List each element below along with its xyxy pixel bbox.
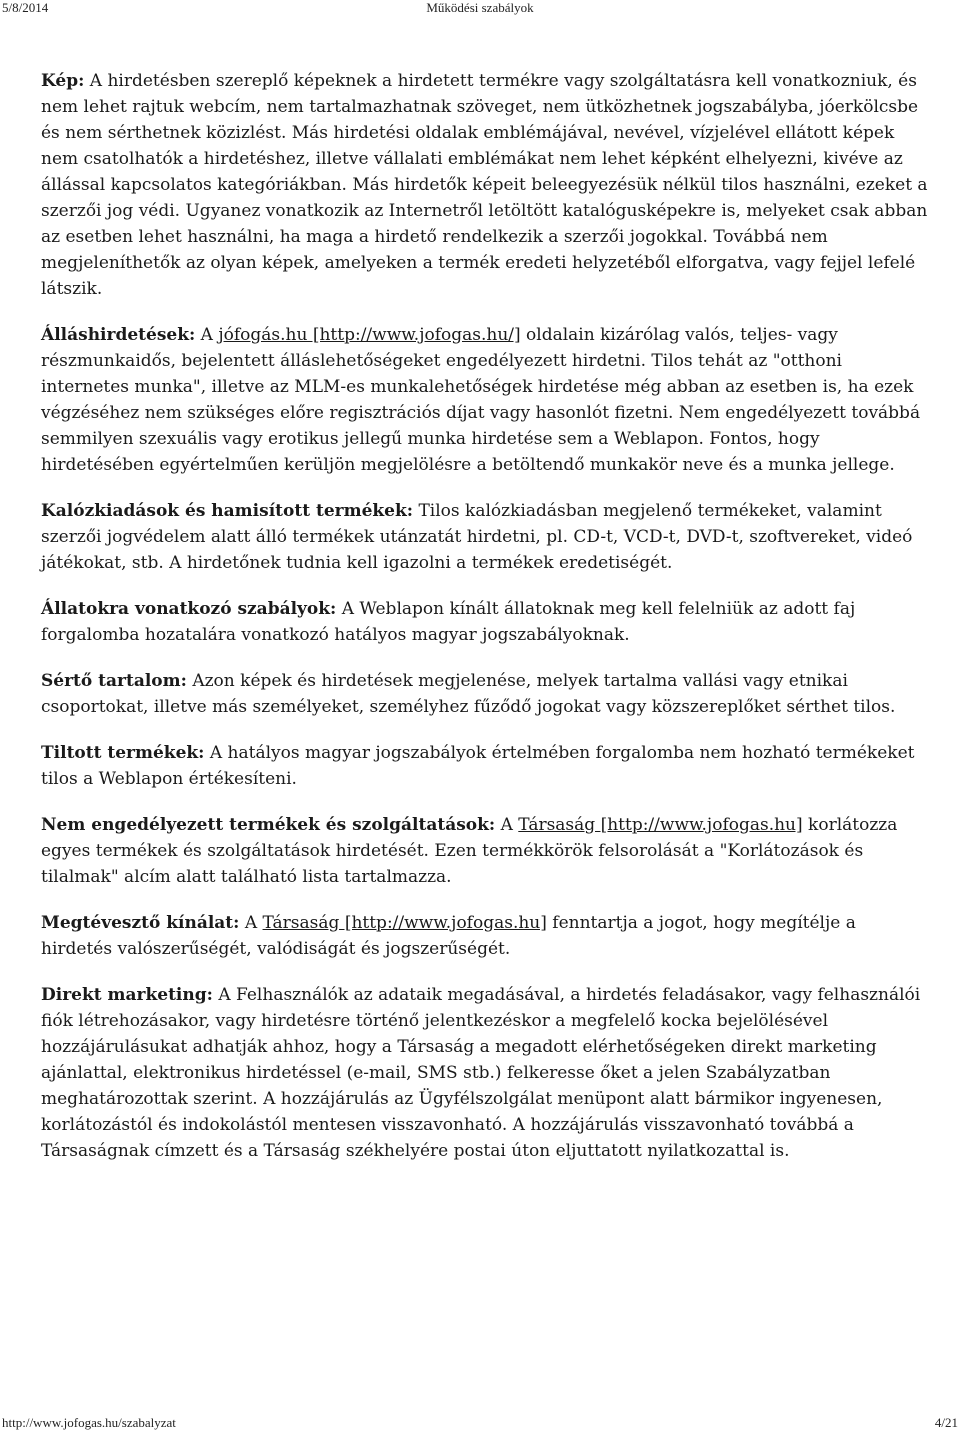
section-text-pre: A [195, 325, 219, 345]
section-nem-engedelyezett [41, 812, 931, 890]
section-text: A Weblapon kínált állatoknak meg kell felelniük az adott faj forgalomba hozatalára vonatkozó hatályos magyar jogszabályoknak. [41, 599, 856, 645]
section-kep [41, 68, 931, 302]
tarsasag-link[interactable]: Társaság [http://www.jofogas.hu] [262, 913, 547, 933]
page-title: Működési szabályok [426, 0, 534, 15]
section-allashirdetesek [41, 322, 931, 478]
section-heading: Tiltott termékek: [41, 743, 205, 763]
section-heading: Megtévesztő kínálat: [41, 913, 240, 933]
section-text: A Felhasználók az adataik megadásával, a hirdetés feladásakor, vagy felhasználói fiók létrehozásakor, vagy hirdetésre történő jelentkezéskor a megfelelő kocka bejelölésével hozzájárulásukat adhatják ahhoz, hogy a Társaság a megadott elérhetőségeken direkt marketing ajánlattal, elektronikus hirdetéssel (e-mail, SMS stb.) felkeresse őket a jelen Szabályzatban meghatározottak szerint. A hozzájárulás az Ügyfélszolgálat menüpont alatt bármikor ingyenesen, korlátozástól és indokolástól mentesen visszavonható. A hozzájárulás visszavonható továbbá a Társaságnak címzett és a Társaság székhelyére postai úton eljuttatott nyilatkozattal is. [41, 985, 921, 1161]
section-text-pre: A [239, 913, 263, 933]
footer-url: http://www.jofogas.hu/szabalyzat [2, 1415, 176, 1430]
section-text: Azon képek és hirdetések megjelenése, melyek tartalma vallási vagy etnikai csoportokat, illetve más személyeket, személyhez fűződő jogokat vagy közszereplőket sérthet tilos. [41, 671, 896, 717]
section-heading: Álláshirdetések: [41, 325, 196, 345]
section-text-pre: A [495, 815, 519, 835]
section-text: fenntartja a jogot, hogy megítélje a hirdetés valószerűségét, valódiságát és jogszerűségét. [41, 913, 856, 959]
section-heading: Állatokra vonatkozó szabályok: [41, 599, 337, 619]
print-date: 5/8/2014 [2, 0, 49, 15]
page-number: 4/21 [934, 1415, 958, 1430]
section-text: A hirdetésben szereplő képeknek a hirdetett termékre vagy szolgáltatásra kell vonatkozniuk, és nem lehet rajtuk webcím, nem tartalmazhatnak szöveget, nem ütközhetnek jogszabályba, jóerkölcsbe és nem sérthetnek közizlést. Más hirdetési oldalak emblémájával, nevével, vízjelével ellátott képek nem csatolhatók a hirdetéshez, illetve vállalati emblémákat nem lehet képként elhelyezni, kivéve az állással kapcsolatos kategóriákban. Más hirdetők képeit beleegyezésük nélkül tilos használni, ezeket a szerzői jog védi. Ugyanez vonatkozik az Internetről letöltött katalógusképekre is, melyeket csak abban az esetben lehet használni, ha maga a hirdető rendelkezik a szerzői jogokkal. Továbbá nem megjeleníthetők az olyan képek, amelyeken a termék eredeti helyzetéből elforgatva, vagy fejjel lefelé látszik. [41, 71, 928, 299]
document-body [41, 68, 931, 1184]
section-heading: Kalózkiadások és hamisított termékek: [41, 501, 414, 521]
tarsasag-link[interactable]: Társaság [http://www.jofogas.hu] [518, 815, 803, 835]
section-direkt-marketing [41, 982, 931, 1164]
section-serto-tartalom [41, 668, 931, 720]
section-heading: Direkt marketing: [41, 985, 213, 1005]
section-text: A hatályos magyar jogszabályok értelmében forgalomba nem hozható termékeket tilos a Weblapon értékesíteni. [41, 743, 915, 789]
section-text: Tilos kalózkiadásban megjelenő termékeket, valamint szerzői jogvédelem alatt álló termékek utánzatát hirdetni, pl. CD-t, VCD-t, DVD-t, szoftvereket, videó játékokat, stb. A hirdetőnek tudnia kell igazolni a termékek eredetiségét. [41, 501, 913, 573]
section-heading: Nem engedélyezett termékek és szolgáltatások: [41, 815, 496, 835]
section-kalozkiadasok [41, 498, 931, 576]
section-text: oldalain kizárólag valós, teljes- vagy részmunkaidős, bejelentett álláslehetőségeket engedélyezett hirdetni. Tilos tehát az "otthoni internetes munka", illetve az MLM-es munkalehetőségek hirdetése még abban az esetben is, ha ezek végzéséhez nem szükséges előre regisztrációs díjat vagy hasonlót fizetni. Nem engedélyezett továbbá semmilyen szexuális vagy erotikus jellegű munka hirdetése sem a Weblapon. Fontos, hogy hirdetésében egyértelműen kerüljön megjelölésre a betöltendő munkakör neve és a munka jellege. [41, 325, 921, 475]
section-text: korlátozza egyes termékek és szolgáltatások hirdetését. Ezen termékkörök felsorolását a "Korlátozások és tilalmak" alcím alatt található lista tartalmazza. [41, 815, 898, 887]
section-heading: Kép: [41, 71, 85, 91]
section-allatok [41, 596, 931, 648]
section-tiltott-termekek [41, 740, 931, 792]
section-heading: Sértő tartalom: [41, 671, 187, 691]
jofogas-link[interactable]: jófogás.hu [http://www.jofogas.hu/] [218, 325, 521, 345]
section-megteveszto-kinalat [41, 910, 931, 962]
